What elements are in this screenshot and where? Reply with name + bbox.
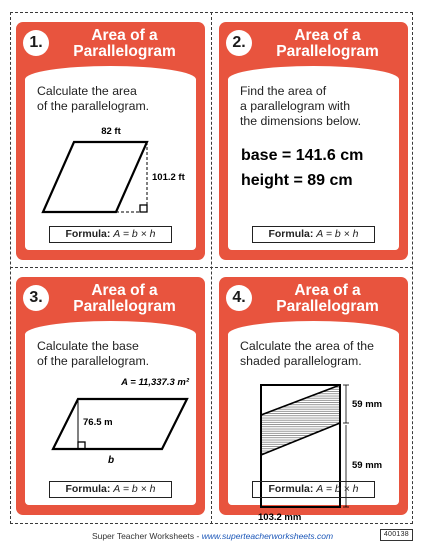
parallelogram-shape [43,142,147,212]
card-prompt [240,84,391,129]
task-card-2 [219,22,408,260]
base-value: base = 141.6 cm [241,147,364,164]
card-title: Area of a Parallelogram [276,27,379,60]
formula-expression: A = b × h [316,228,359,240]
task-card-3 [16,277,205,515]
cut-line-vertical [211,12,212,524]
prompt-line: of the parallelogram. [37,99,150,113]
height-label: 101.2 ft [152,172,185,183]
formula-label: Formula: [268,483,314,495]
formula-label: Formula: [65,483,111,495]
parallelogram-diagram [25,122,196,232]
card-number: 4. [226,285,252,311]
worksheet-code: 400138 [380,529,413,541]
prompt-line: shaded parallelogram. [240,354,362,368]
formula-label: Formula: [268,228,314,240]
parallelogram-shape [53,399,187,449]
card-prompt [240,339,391,369]
card-panel [25,321,196,505]
prompt-line: Calculate the area [37,84,137,98]
card-title: Area of a Parallelogram [73,27,176,60]
prompt-line: a parallelogram with [240,99,351,113]
card-prompt [37,84,188,114]
footer-separator: - [194,531,202,541]
formula-box [252,481,375,498]
card-panel [228,66,399,250]
base-label: b [108,455,115,466]
card-number: 2. [226,30,252,56]
upper-height-label: 59 mm [352,399,383,410]
footer-brand: Super Teacher Worksheets [91,531,195,541]
area-label: A = 11,337.3 m² [121,377,189,388]
cut-line-horizontal [10,267,413,268]
card-title: Area of a Parallelogram [276,282,379,315]
prompt-line: Calculate the area of the [240,339,374,353]
formula-expression: A = b × h [113,483,156,495]
right-angle-mark [140,205,147,212]
formula-box [252,226,375,243]
base-label: 82 ft [101,126,121,137]
card-panel [228,321,399,523]
card-prompt [37,339,188,369]
task-card-1 [16,22,205,260]
formula-label: Formula: [65,228,111,240]
width-label: 103.2 mm [258,512,302,523]
shaded-parallelogram [261,385,340,455]
formula-box [49,226,172,243]
card-number: 1. [23,30,49,56]
formula-expression: A = b × h [113,228,156,240]
task-card-4 [219,277,408,523]
card-panel [25,66,196,250]
prompt-line: the dimensions below. [240,114,361,128]
prompt-line: Find the area of [240,84,327,98]
card-number: 3. [23,285,49,311]
prompt-line: of the parallelogram. [37,354,150,368]
footer [0,531,425,541]
lower-height-label: 59 mm [352,460,383,471]
parallelogram-diagram [25,373,196,483]
height-label: 76.5 m [83,417,113,428]
prompt-line: Calculate the base [37,339,139,353]
card-title: Area of a Parallelogram [73,282,176,315]
formula-expression: A = b × h [316,483,359,495]
height-value: height = 89 cm [241,172,353,189]
footer-link[interactable]: www.superteacherworksheets.com [201,531,334,541]
formula-box [49,481,172,498]
